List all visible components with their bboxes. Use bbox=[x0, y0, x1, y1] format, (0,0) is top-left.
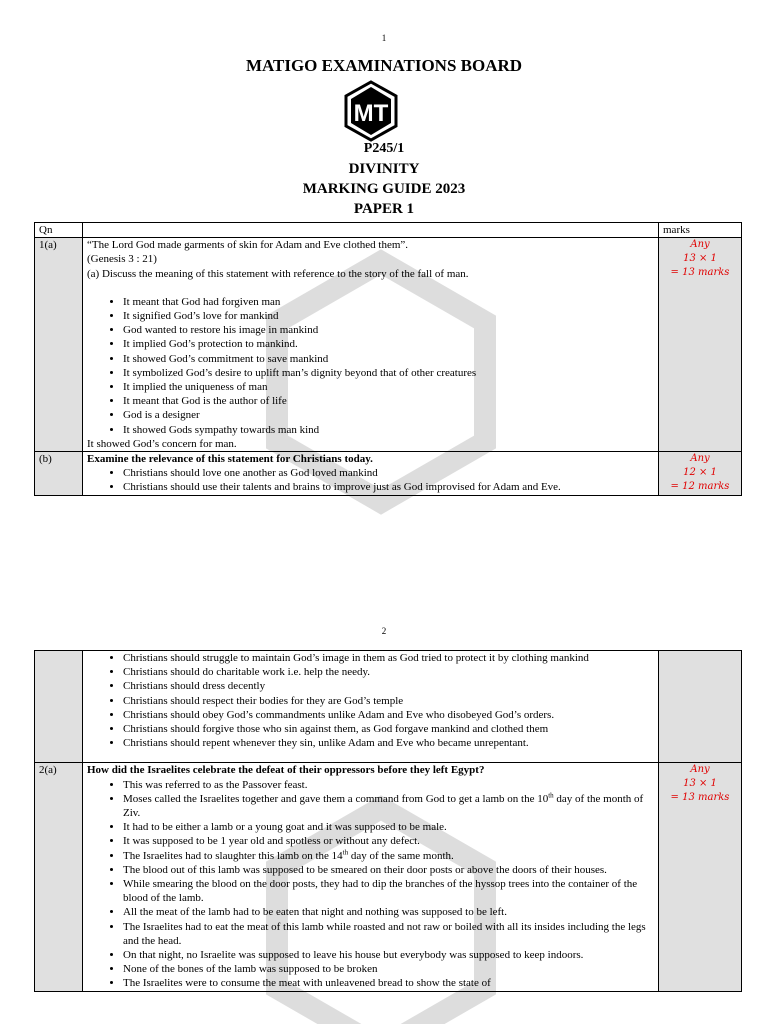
marking-table-page2 bbox=[34, 650, 742, 992]
list-item: • Christians should forgive those who sin against them, as God forgave mankind and clothed them bbox=[123, 722, 654, 736]
question-number: 1(a) bbox=[35, 238, 83, 452]
marks-cell bbox=[659, 238, 742, 452]
list-item-text: Moses called the Israelites together and gave them a command from God to get a lamb on the 10 bbox=[123, 792, 549, 805]
list-item: • Christians should do charitable work i.e. help the needy. bbox=[123, 665, 654, 679]
marks-calc: 13 × 1 bbox=[683, 253, 717, 265]
board-logo bbox=[343, 80, 399, 142]
marks-calc: 12 × 1 bbox=[683, 467, 717, 479]
list-item: • It implied the uniqueness of man bbox=[123, 380, 654, 394]
question-body bbox=[83, 651, 659, 763]
marks-cell bbox=[659, 452, 742, 496]
answer-list bbox=[87, 466, 654, 494]
paper-code: P245/1 bbox=[363, 141, 405, 156]
list-item-text: day of the same month. bbox=[348, 849, 454, 862]
list-item: • The Israelites were to consume the meat with unleavened bread to show the state of bbox=[123, 976, 654, 990]
question-1a-row bbox=[35, 238, 742, 452]
list-item: • It implied God’s protection to mankind. bbox=[123, 337, 654, 351]
header-qn: Qn bbox=[35, 223, 83, 238]
list-item: • It signified God’s love for mankind bbox=[123, 309, 654, 323]
subject-title: DIVINITY bbox=[348, 161, 420, 177]
list-item: • While smearing the blood on the door posts, they had to dip the branches of the hyssop trees into the container of the blood of the lamb. bbox=[123, 877, 654, 905]
list-item-text: The Israelites had to slaughter this lamb on the 14 bbox=[123, 849, 343, 862]
page-number: 2 bbox=[381, 626, 387, 636]
answer-list bbox=[87, 295, 654, 437]
header-marks: marks bbox=[659, 223, 742, 238]
list-item: • Christians should use their talents and brains to improve just as God improvised for Adam and Eve. bbox=[123, 480, 654, 494]
list-item: • It meant that God had forgiven man bbox=[123, 295, 654, 309]
marks-any: Any bbox=[690, 453, 710, 465]
list-item: • It showed Gods sympathy towards man kind bbox=[123, 423, 654, 437]
guide-title: MARKING GUIDE 2023 bbox=[302, 181, 466, 197]
question-number: (b) bbox=[35, 452, 83, 496]
list-item: • Christians should obey God’s commandments unlike Adam and Eve who disobeyed God’s orders. bbox=[123, 708, 654, 722]
question-number bbox=[35, 651, 83, 763]
list-item: • Christians should respect their bodies for they are God’s temple bbox=[123, 694, 654, 708]
answer-list bbox=[87, 651, 654, 750]
board-title: MATIGO EXAMINATIONS BOARD bbox=[245, 56, 523, 75]
marks-total: = 12 marks bbox=[670, 481, 730, 493]
list-item bbox=[123, 849, 654, 863]
question-text: How did the Israelites celebrate the defeat of their oppressors before they left Egypt? bbox=[87, 764, 485, 777]
list-item: • God wanted to restore his image in mankind bbox=[123, 323, 654, 337]
list-item: • None of the bones of the lamb was supposed to be broken bbox=[123, 962, 654, 976]
header-body bbox=[83, 223, 659, 238]
list-item: • Christians should dress decently bbox=[123, 679, 654, 693]
question-2a-row bbox=[35, 763, 742, 991]
question-number: 2(a) bbox=[35, 763, 83, 991]
marks-any: Any bbox=[690, 239, 710, 251]
list-item: • This was referred to as the Passover feast. bbox=[123, 778, 654, 792]
marks-cell bbox=[659, 763, 742, 991]
marks-total: = 13 marks bbox=[670, 792, 730, 804]
ordinal-suffix: th bbox=[342, 847, 349, 856]
marks-cell bbox=[659, 651, 742, 763]
question-text: Examine the relevance of this statement for Christians today. bbox=[87, 453, 373, 466]
question-body bbox=[83, 238, 659, 452]
marks-any: Any bbox=[690, 764, 710, 776]
paper-title: PAPER 1 bbox=[353, 201, 415, 217]
logo-text: MT bbox=[353, 100, 389, 127]
ordinal-suffix: th bbox=[548, 791, 554, 800]
list-item bbox=[123, 792, 654, 820]
list-item: • The blood out of this lamb was supposed to be smeared on their door posts or above the doors of their houses. bbox=[123, 863, 654, 877]
marks-total: = 13 marks bbox=[670, 267, 730, 279]
list-item-text: day of the month of Ziv. bbox=[123, 792, 644, 820]
answer-list bbox=[87, 778, 654, 991]
extra-point: It showed God’s concern for man. bbox=[87, 437, 237, 450]
question-body bbox=[83, 763, 659, 991]
question-body bbox=[83, 452, 659, 496]
bible-reference: (Genesis 3 : 21) bbox=[87, 253, 157, 266]
quote-text: “The Lord God made garments of skin for Adam and Eve clothed them”. bbox=[87, 239, 409, 252]
question-1b-row bbox=[35, 452, 742, 496]
list-item: • Christians should repent whenever they sin, unlike Adam and Eve who became unrepentant. bbox=[123, 736, 654, 750]
list-item: • Christians should love one another as God loved mankind bbox=[123, 466, 654, 480]
question-text: (a) Discuss the meaning of this statement with reference to the story of the fall of man. bbox=[87, 267, 469, 280]
list-item: • It was supposed to be 1 year old and spotless or without any defect. bbox=[123, 834, 654, 848]
list-item: • On that night, no Israelite was supposed to leave his house but everybody was supposed to keep indoors. bbox=[123, 948, 654, 962]
list-item: • Christians should struggle to maintain God’s image in them as God tried to protect it by clothing mankind bbox=[123, 651, 654, 665]
list-item: • The Israelites had to eat the meat of this lamb while roasted and not raw or boiled with all its insides including the legs and the head. bbox=[123, 920, 654, 948]
list-item: • All the meat of the lamb had to be eaten that night and nothing was supposed to be left. bbox=[123, 905, 654, 919]
list-item: • It meant that God is the author of life bbox=[123, 394, 654, 408]
marks-calc: 13 × 1 bbox=[683, 778, 717, 790]
list-item: • God is a designer bbox=[123, 408, 654, 422]
continued-row bbox=[35, 651, 742, 763]
page-number: 1 bbox=[381, 33, 387, 43]
list-item: • It had to be either a lamb or a young goat and it was supposed to be male. bbox=[123, 820, 654, 834]
table-header-row bbox=[35, 223, 742, 238]
list-item: • It showed God’s commitment to save mankind bbox=[123, 352, 654, 366]
marking-table-page1 bbox=[34, 222, 742, 496]
list-item: • It symbolized God’s desire to uplift man’s dignity beyond that of other creatures bbox=[123, 366, 654, 380]
